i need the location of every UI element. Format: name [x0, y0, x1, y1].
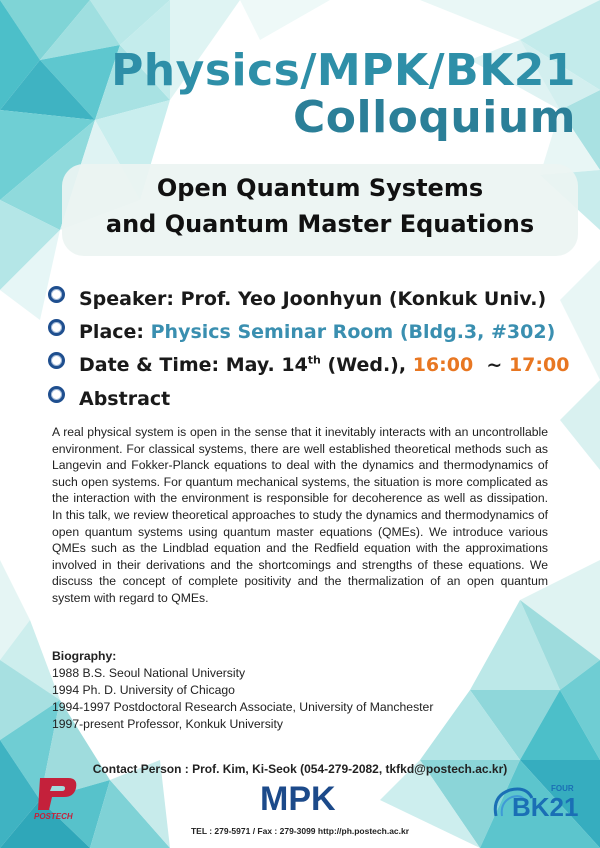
- time-separator: ~: [473, 354, 509, 376]
- place-line: [48, 319, 555, 343]
- bullet-icon: [48, 286, 65, 303]
- biography: [52, 648, 552, 733]
- bk21-label: BK21: [512, 792, 579, 822]
- talk-title: [62, 170, 578, 242]
- bullet-icon: [48, 319, 65, 336]
- biography-item: 1988 B.S. Seoul National University: [52, 666, 246, 680]
- time-end: 17:00: [508, 354, 570, 376]
- date-label: Date & Time:: [79, 354, 226, 376]
- date-value: May. 14: [225, 354, 308, 376]
- speaker-label: Speaker:: [79, 288, 181, 310]
- abstract-text: A real physical system is open in the sense that it inevitably interacts with an uncontrollable environment. For classical systems, there are well established theoretical methods such as Langevin and Fokker-Planck equations to deal with the dynamics and thermodynamics of such open systems. For quantum mechanical systems, the situation is more complicated as the interaction with the environment is responsible for decoherence as well as dissipation. In this talk, we review theoretical approaches to study the dynamics and thermodynamics of open quantum systems using quantum master equations (QMEs). We introduce various QMEs such as the Lindblad equation and the Redfield equation with the approximations involved in their derivations and the shortcomings and strengths of these equations. We discuss the concept of complete positivity and the thermalization of an open quantum system with regard to QMEs.: [52, 425, 548, 605]
- talk-title-line1: Open Quantum Systems: [156, 174, 484, 202]
- contact-person: Contact Person : Prof. Kim, Ki-Seok (054-279-2082, tkfkd@postech.ac.kr): [92, 762, 508, 776]
- abstract-heading: Abstract: [79, 388, 171, 410]
- biography-item: 1997-present Professor, Konkuk University: [52, 717, 283, 731]
- bullet-icon: [48, 352, 65, 369]
- colloquium-title-line1: Physics/MPK/BK21: [111, 45, 576, 96]
- place-label: Place:: [79, 321, 151, 343]
- place-value: Physics Seminar Room (Bldg.3, #302): [150, 321, 556, 343]
- biography-item: 1994 Ph. D. University of Chicago: [52, 683, 235, 697]
- footer-contact: TEL : 279-5971 / Fax : 279-3099 http://ph.postech.ac.kr: [190, 826, 410, 836]
- abstract-heading-line: [48, 386, 170, 410]
- mpk-logo-icon: [260, 780, 340, 816]
- bk21-four-label: FOUR: [551, 784, 574, 793]
- speaker-line: [48, 286, 546, 310]
- postech-logo-icon: [34, 776, 80, 812]
- speaker-value: Prof. Yeo Joonhyun (Konkuk Univ.): [180, 288, 547, 310]
- biography-heading: Biography:: [52, 649, 117, 663]
- date-time-line: [48, 352, 569, 376]
- colloquium-title-line2: Colloquium: [293, 92, 576, 143]
- mpk-logo-text: MPK: [260, 780, 336, 816]
- biography-item: 1994-1997 Postdoctoral Research Associate, University of Manchester: [52, 700, 434, 714]
- bullet-icon: [48, 386, 65, 403]
- time-start: 16:00: [412, 354, 474, 376]
- postech-label: POSTECH: [34, 812, 73, 821]
- weekday: (Wed.),: [320, 354, 413, 376]
- date-suffix: th: [307, 353, 321, 367]
- talk-title-line2: and Quantum Master Equations: [105, 210, 535, 238]
